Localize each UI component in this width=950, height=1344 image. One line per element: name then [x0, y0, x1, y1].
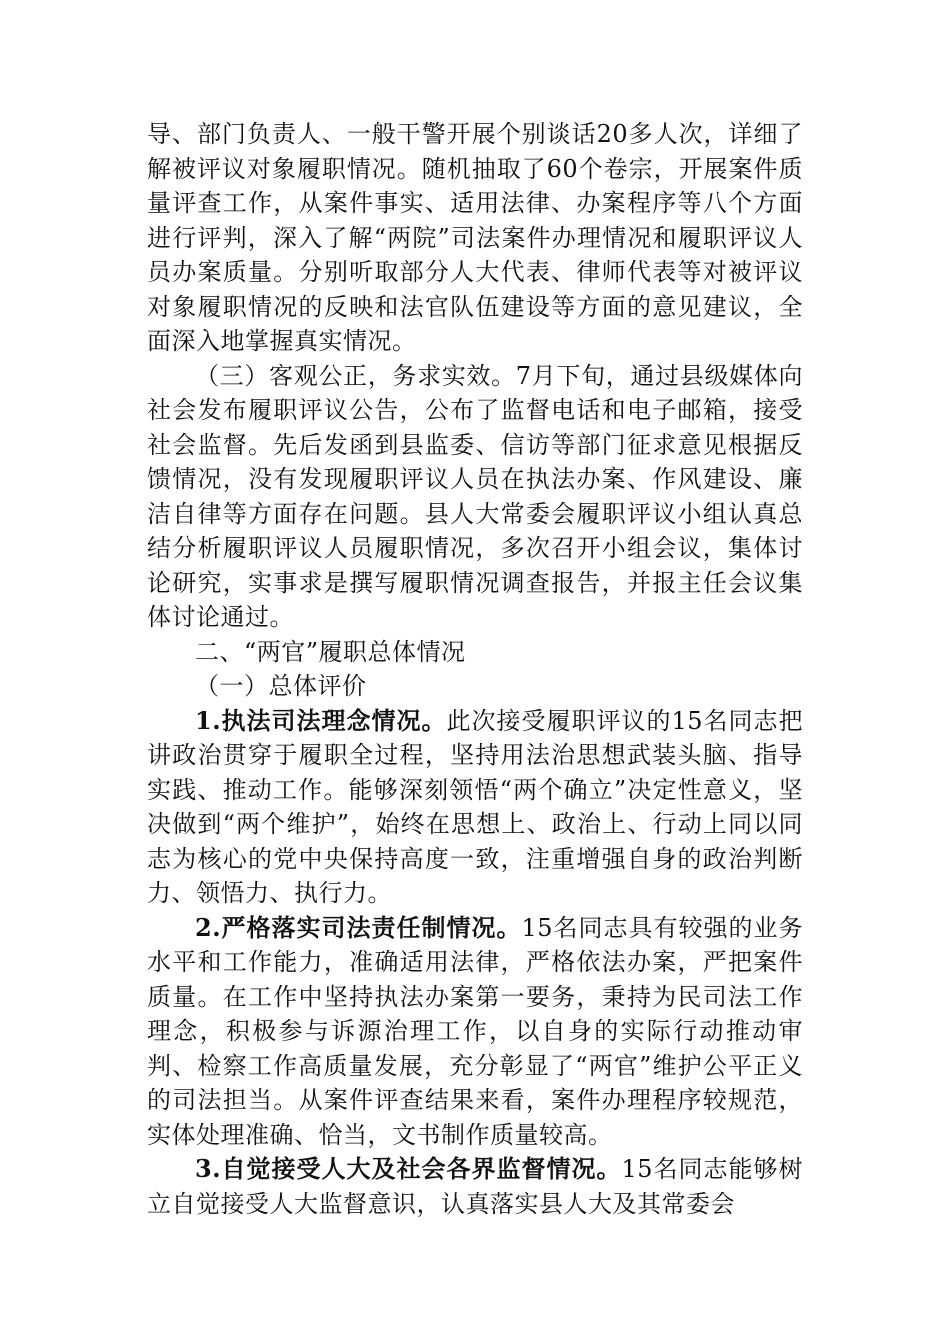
- item-2-body: 15名同志具有较强的业务水平和工作能力，准确适用法律，严格依法办案，严把案件质量。在工作中坚持执法办案第一要务，秉持为民司法工作理念，积极参与诉源治理工作，以自身的实际行动推动审判、检察工作高质量发展，充分彰显了“两官”维护公平正义的司法担当。从案件评查结果来看，案件办理程序较规范，实体处理准确、恰当，文书制作质量较高。: [147, 913, 803, 1149]
- item-3-body: 15名同志能够树立自觉接受人大监督意识，认真落实县人大及其常委会: [147, 1155, 803, 1218]
- subsection-heading-overall: （一）总体评价: [195, 672, 367, 700]
- document-page: [147, 117, 803, 1221]
- paragraph-item-3: [147, 1152, 803, 1221]
- paragraph-continuation: 导、部门负责人、一般干警开展个别谈话20多人次，详细了解被评议对象履职情况。随机抽取了60个卷宗，开展案件质量评查工作，从案件事实、适用法律、办案程序等八个方面进行评判，深入了解“两院”司法案件办理情况和履职评议人员办案质量。分别听取部分人大代表、律师代表等对被评议对象履职情况的反映和法官队伍建设等方面的意见建议，全面深入地掌握真实情况。: [147, 120, 803, 355]
- section-heading-two: 二、“两官”履职总体情况: [195, 637, 466, 666]
- item-1-title: 1.执法司法理念情况。: [195, 705, 447, 735]
- item-3-title: 3.自觉接受人大及社会各界监督情况。: [195, 1154, 622, 1183]
- item-2-title: 2.严格落实司法责任制情况。: [195, 912, 522, 942]
- paragraph-item-1: [147, 704, 803, 911]
- item-1-body: 此次接受履职评议的15名同志把讲政治贯穿于履职全过程，坚持用法治思想武装头脑、指导实践、推动工作。能够深刻领悟“两个确立”决定性意义，坚决做到“两个维护”，始终在思想上、政治上、行动上同以同志为核心的党中央保持高度一致，注重增强自身的政治判断力、领悟力、执行力。: [147, 706, 803, 907]
- paragraph-item-2: [147, 911, 803, 1153]
- paragraph-objective-fair: （三）客观公正，务求实效。7月下旬，通过县级媒体向社会发布履职评议公告，公布了监督电话和电子邮箱，接受社会监督。先后发函到县监委、信访等部门征求意见根据反馈情况，没有发现履职评议人员在执法办案、作风建设、廉洁自律等方面存在问题。县人大常委会履职评议小组认真总结分析履职评议人员履职情况，多次召开小组会议，集体讨论研究，实事求是撰写履职情况调查报告，并报主任会议集体讨论通过。: [147, 361, 803, 631]
